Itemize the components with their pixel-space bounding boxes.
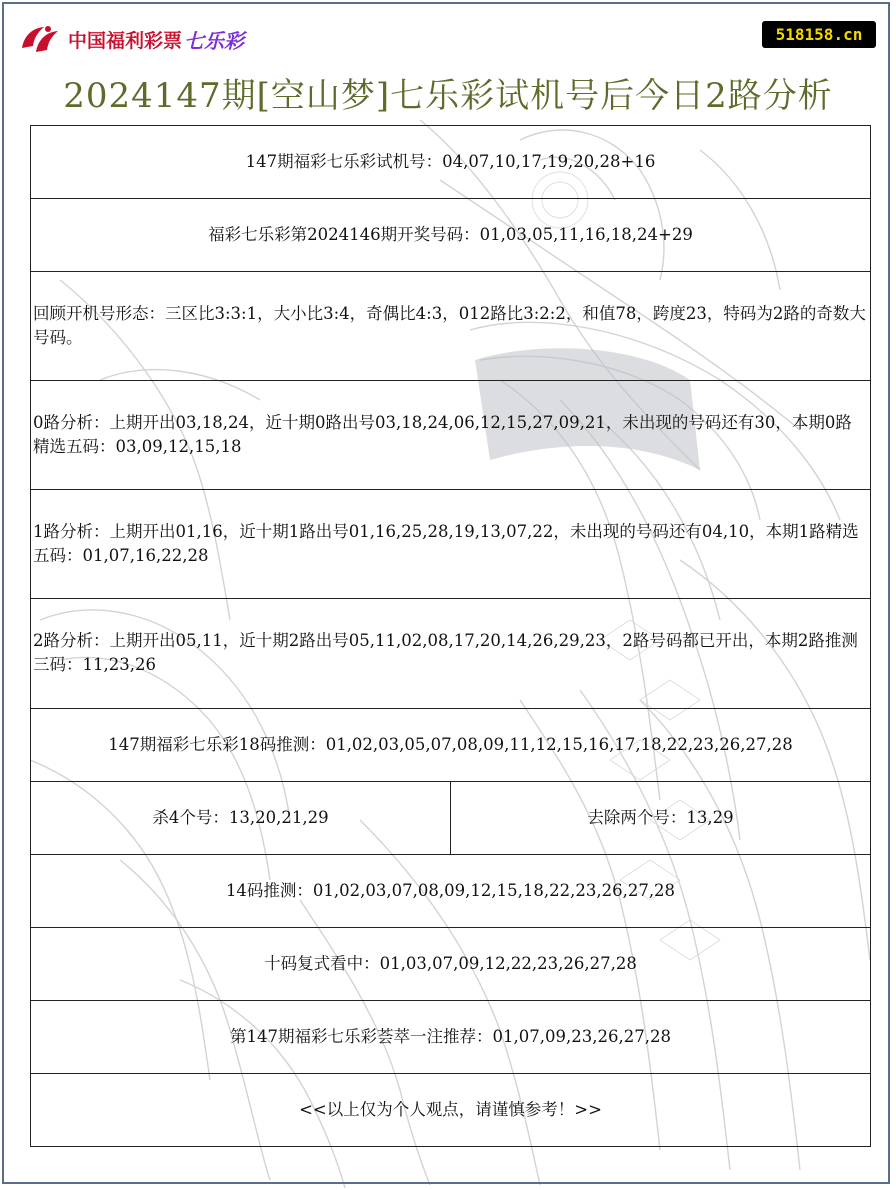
disclaimer-cell: <<以上仅为个人观点，请谨慎参考！>> [31,1073,871,1146]
pick14-cell: 14码推测：01,02,03,07,08,09,12,15,18,22,23,26,27,28 [31,854,871,927]
lottery-logo [18,22,244,56]
table-row [31,927,871,1000]
table-row [31,708,871,781]
review-cell: 回顾开机号形态：三区比3:3:1，大小比3:4，奇偶比4:3，012路比3:2:2，和值78，跨度23，特码为2路的奇数大号码。 [31,272,871,381]
table-row [31,126,871,199]
logo-text: 中国福利彩票 [68,29,183,52]
table-row [31,1000,871,1073]
single-bet-cell: 第147期福彩七乐彩荟萃一注推荐：01,07,09,23,26,27,28 [31,1000,871,1073]
test-numbers-cell: 147期福彩七乐彩试机号：04,07,10,17,19,20,28+16 [31,126,871,199]
table-row [31,490,871,599]
table-row [31,272,871,381]
page-title: 2024147期[空山梦]七乐彩试机号后今日2路分析 [63,76,833,116]
table-row [31,381,871,490]
kill4-cell: 杀4个号：13,20,21,29 [31,781,451,854]
last-draw-cell: 福彩七乐彩第2024146期开奖号码：01,03,05,11,16,18,24+29 [31,199,871,272]
table-row [31,199,871,272]
table-row [31,781,871,854]
table-row [31,599,871,708]
welfare-lottery-logo-icon [18,22,64,56]
pick10-cell: 十码复式看中：01,03,07,09,12,22,23,26,27,28 [31,927,871,1000]
remove2-cell: 去除两个号：13,29 [451,781,871,854]
route2-analysis-cell: 2路分析：上期开出05,11，近十期2路出号05,11,02,08,17,20,14,26,29,23，2路号码都已开出，本期2路推测三码：11,23,26 [31,599,871,708]
site-badge[interactable]: 518158.cn [762,21,876,48]
table-row [31,854,871,927]
table-row [31,1073,871,1146]
pick18-cell: 147期福彩七乐彩18码推测：01,02,03,05,07,08,09,11,12,15,16,17,18,22,23,26,27,28 [31,708,871,781]
route0-analysis-cell: 0路分析：上期开出03,18,24，近十期0路出号03,18,24,06,12,15,27,09,21，未出现的号码还有30，本期0路精选五码：03,09,12,15,18 [31,381,871,490]
analysis-table [30,125,871,1147]
logo-subtext: 七乐彩 [184,28,245,53]
route1-analysis-cell: 1路分析：上期开出01,16，近十期1路出号01,16,25,28,19,13,07,22，未出现的号码还有04,10，本期1路精选五码：01,07,16,22,28 [31,490,871,599]
